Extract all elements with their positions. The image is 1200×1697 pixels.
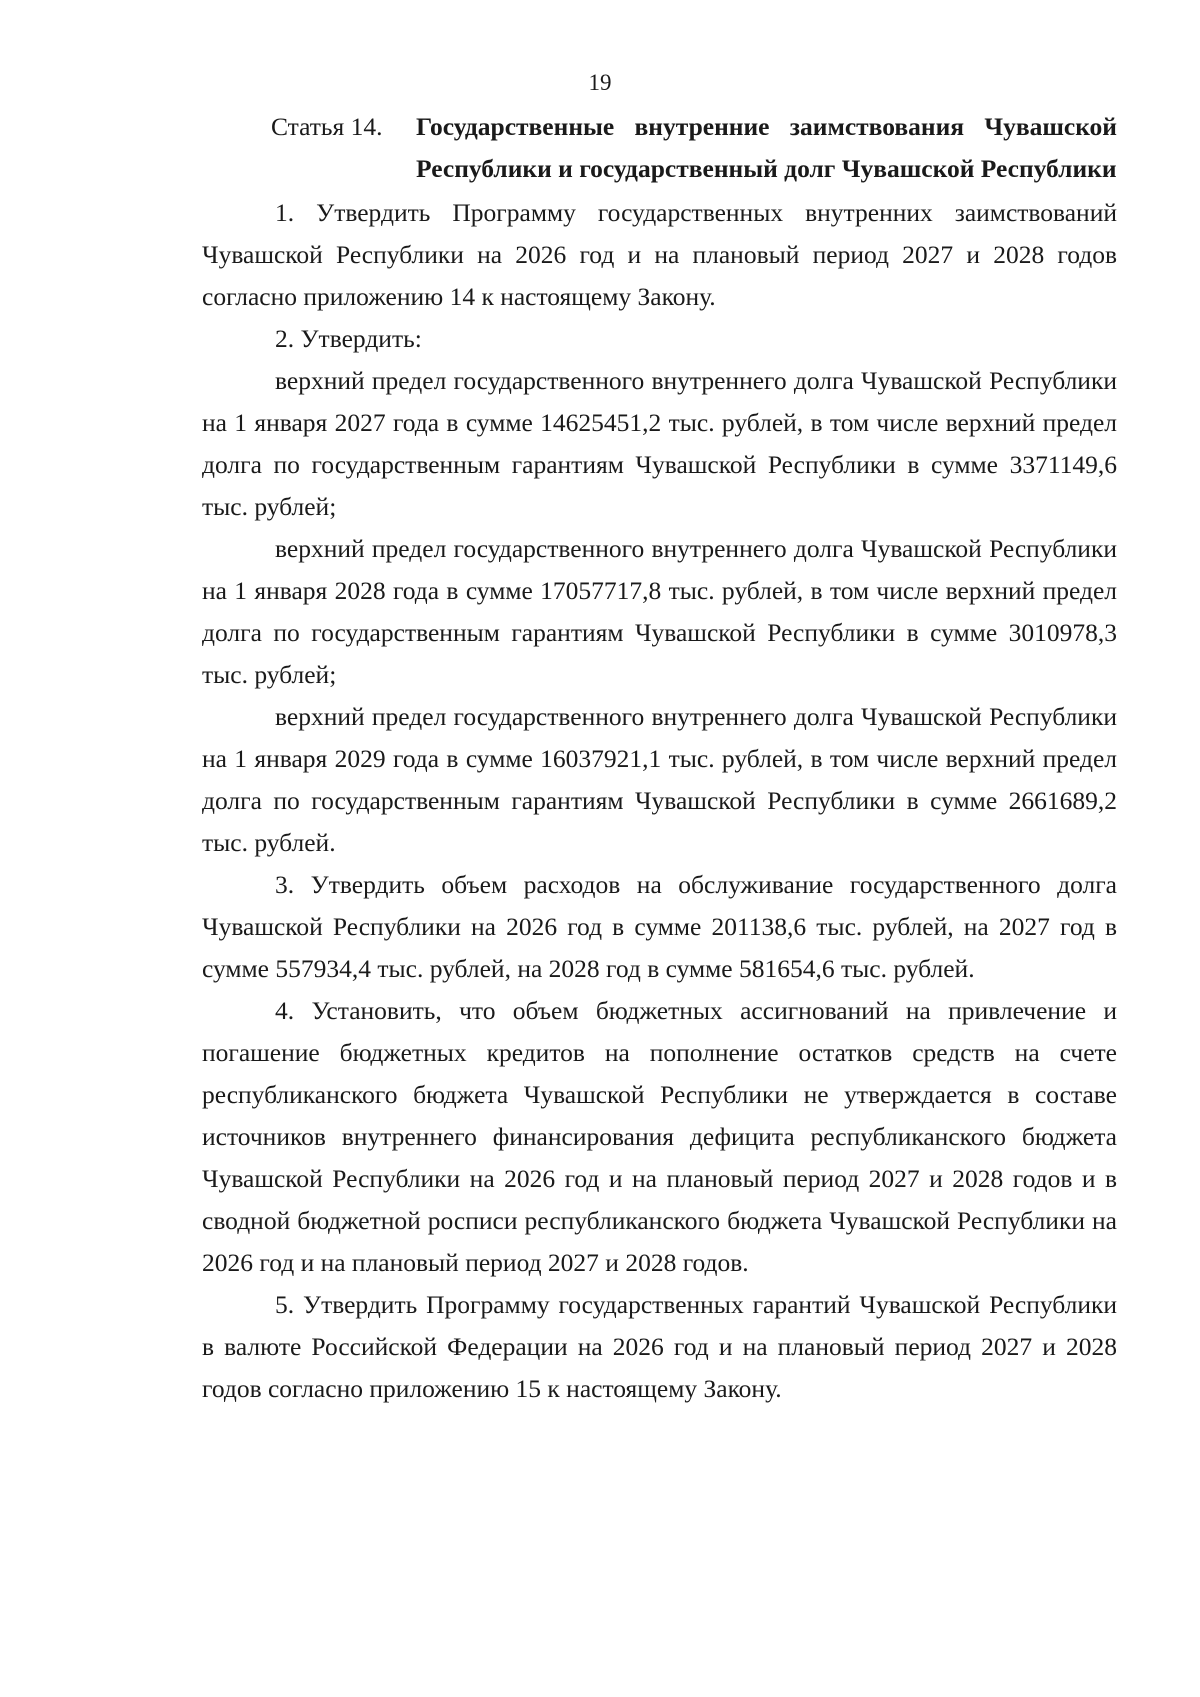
article-heading — [202, 106, 1117, 190]
article-title: Государственные внутренние заимствования Чувашской Республики и государственный долг Чувашской Республики — [416, 112, 1117, 183]
article-label: Статья 14. — [271, 112, 383, 141]
document-body — [202, 106, 1117, 1410]
paragraph-5: 5. Утвердить Программу государственных гарантий Чувашской Республики в валюте Российской Федерации на 2026 год и на плановый период 2027 и 2028 годов согласно приложению 15 к настоящему Закону. — [202, 1290, 1117, 1403]
paragraph-3: 3. Утвердить объем расходов на обслуживание государственного долга Чувашской Республики на 2026 год в сумме 201138,6 тыс. рублей, на 2027 год в сумме 557934,4 тыс. рублей, на 2028 год в сумме 581654,6 тыс. рублей. — [202, 870, 1117, 983]
paragraph-2: 2. Утвердить: — [275, 324, 422, 353]
paragraph-4: 4. Установить, что объем бюджетных ассигнований на привлечение и погашение бюджетных кредитов на пополнение остатков средств на счете республиканского бюджета Чувашской Республики не утверждается в составе источников внутреннего финансирования дефицита республиканского бюджета Чувашской Республики на 2026 год и на плановый период 2027 и 2028 годов и в сводной бюджетной росписи республиканского бюджета Чувашской Республики на 2026 год и на плановый период 2027 и 2028 годов. — [202, 996, 1117, 1277]
page-number: 19 — [588, 70, 612, 95]
paragraph-2-item-2028: верхний предел государственного внутреннего долга Чувашской Республики на 1 января 2028 года в сумме 17057717,8 тыс. рублей, в том числе верхний предел долга по государственным гарантиям Чувашской Республики в сумме 3010978,3 тыс. рублей; — [202, 534, 1117, 689]
paragraph-2-item-2027: верхний предел государственного внутреннего долга Чувашской Республики на 1 января 2027 года в сумме 14625451,2 тыс. рублей, в том числе верхний предел долга по государственным гарантиям Чувашской Республики в сумме 3371149,6 тыс. рублей; — [202, 366, 1117, 521]
paragraph-1: 1. Утвердить Программу государственных внутренних заимствований Чувашской Республики на 2026 год и на плановый период 2027 и 2028 годов согласно приложению 14 к настоящему Закону. — [202, 198, 1117, 311]
paragraph-2-item-2029: верхний предел государственного внутреннего долга Чувашской Республики на 1 января 2029 года в сумме 16037921,1 тыс. рублей, в том числе верхний предел долга по государственным гарантиям Чувашской Республики в сумме 2661689,2 тыс. рублей. — [202, 702, 1117, 857]
